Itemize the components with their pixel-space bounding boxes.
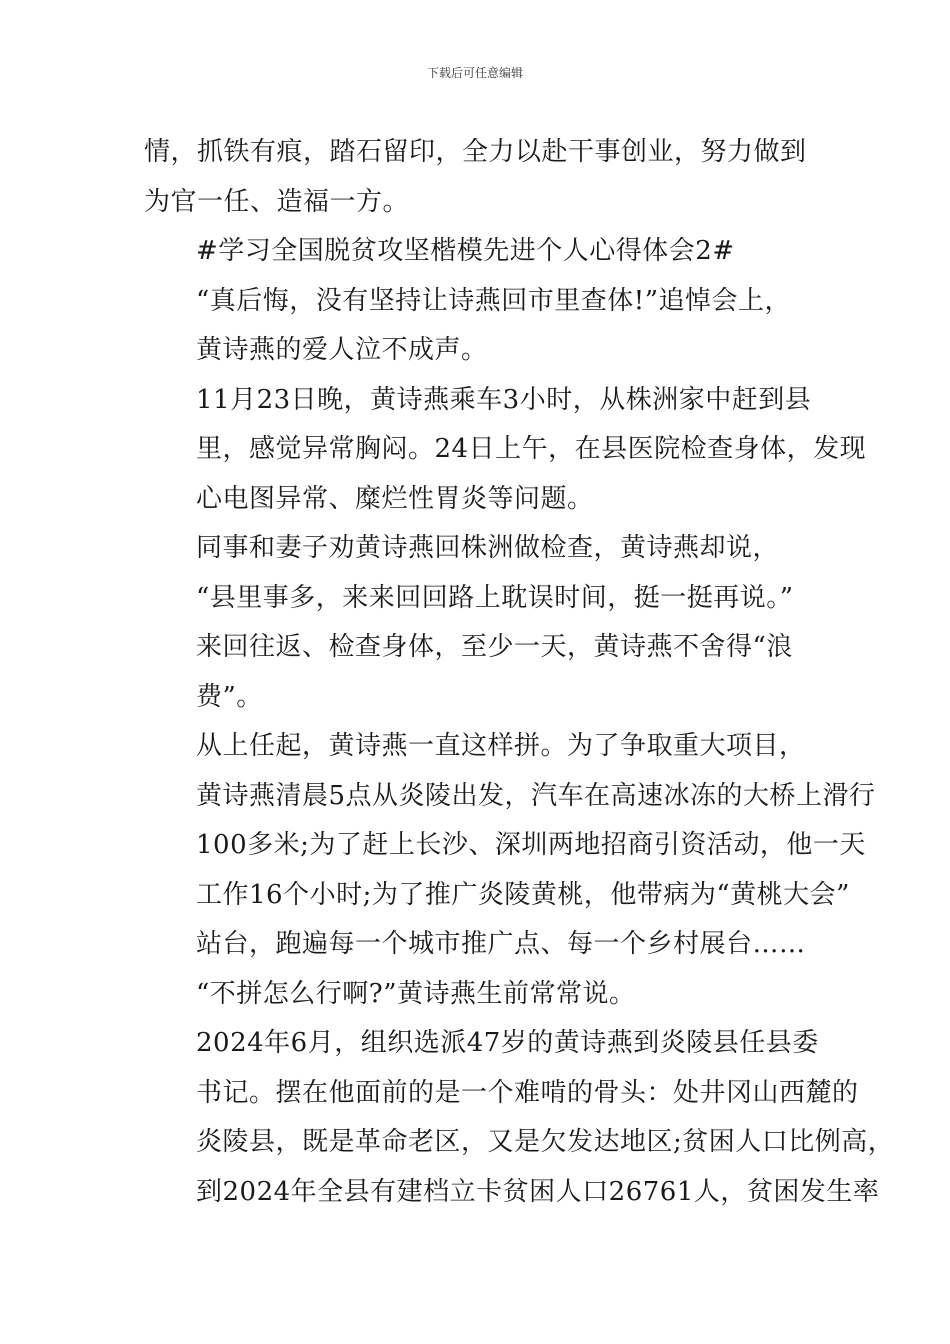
text-line: 站台，跑遍每一个城市推广点、每一个乡村展台…… — [196, 929, 806, 959]
text-line: “不拼怎么行啊?”黄诗燕生前常常说。 — [196, 978, 636, 1009]
text-line: 工作16个小时;为了推广炎陵黄桃，他带病为“黄桃大会” — [196, 879, 850, 910]
text-line: 2024年6月，组织选派47岁的黄诗燕到炎陵县任县委 — [196, 1028, 819, 1058]
text-line: 炎陵县，既是革命老区，又是欠发达地区;贫困人口比例高， — [196, 1127, 895, 1157]
text-line: 为官一任、造福一方。 — [144, 186, 410, 217]
paragraph-6 — [144, 623, 824, 722]
section-heading — [144, 227, 824, 277]
text-line: 从上任起，黄诗燕一直这样拼。为了争取重大项目， — [196, 731, 806, 761]
page-header: 下载后可任意编辑 — [426, 66, 523, 80]
text-line: 费”。 — [196, 681, 263, 712]
paragraph-1 — [144, 128, 824, 227]
text-line: “真后悔，没有坚持让诗燕回市里查体!”追悼会上， — [196, 285, 792, 316]
text-line: 到2024年全县有建档立卡贫困人口26761人，贫困发生率 — [196, 1176, 880, 1207]
text-line: 黄诗燕清晨5点从炎陵出发，汽车在高速冰冻的大桥上滑行 — [196, 780, 876, 811]
paragraph-9 — [144, 1019, 895, 1217]
paragraph-3 — [144, 277, 824, 376]
text-line: 同事和妻子劝黄诗燕回株洲做检查，黄诗燕却说， — [196, 533, 780, 563]
paragraph-7 — [144, 722, 876, 970]
text-line: 心电图异常、糜烂性胃炎等问题。 — [196, 483, 594, 514]
text-line: 来回往返、检查身体，至少一天，黄诗燕不舍得“浪 — [196, 632, 793, 662]
text-line: 书记。摆在他面前的是一个难啃的骨头：处井冈山西麓的 — [196, 1077, 859, 1108]
text-line: 100多米;为了赶上长沙、深圳两地招商引资活动，他一天 — [196, 830, 866, 860]
text-line: 黄诗燕的爱人泣不成声。 — [196, 335, 488, 365]
paragraph-5 — [144, 524, 824, 623]
paragraph-4 — [144, 376, 867, 525]
text-line: 11月23日晚，黄诗燕乘车3小时，从株洲家中赶到县 — [196, 384, 812, 415]
text-line: #学习全国脱贫攻坚楷模先进个人心得体会2# — [196, 236, 735, 266]
document-body — [144, 128, 895, 1217]
text-line: 里，感觉异常胸闷。24日上午，在县医院检查身体，发现 — [196, 434, 867, 464]
paragraph-8 — [144, 970, 824, 1020]
text-line: 情，抓铁有痕，踏石留印，全力以赴干事创业，努力做到 — [144, 137, 807, 167]
text-line: “县里事多，来来回回路上耽误时间，挺一挺再说。” — [196, 582, 794, 613]
